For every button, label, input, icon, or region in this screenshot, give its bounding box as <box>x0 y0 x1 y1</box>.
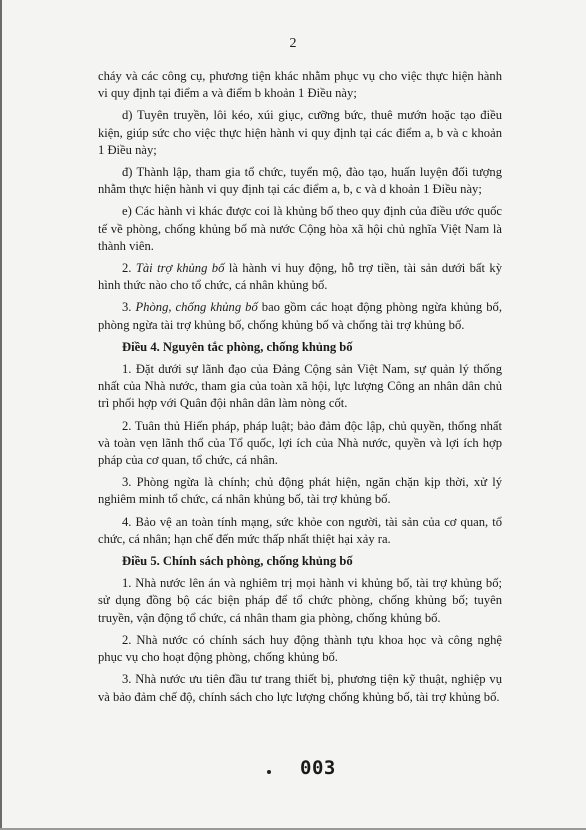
paragraph: e) Các hành vi khác được coi là khủng bố theo quy định của điều ước quốc tế về phòng, chống khủng bố mà nước Cộng hòa xã hội chủ nghĩa Việt Nam là thành viên. <box>98 204 502 253</box>
defined-term: Phòng, chống khủng bố <box>135 300 258 315</box>
page-stamp: 003 <box>300 757 336 779</box>
paragraph: đ) Thành lập, tham gia tổ chức, tuyển mộ, đào tạo, huấn luyện đối tượng nhằm thực hiện hành vi quy định tại các điểm a, b, c và d khoản 1 Điều này; <box>98 165 502 197</box>
article-heading: Điều 4. Nguyên tắc phòng, chống khủng bố <box>122 339 353 354</box>
paragraph <box>98 299 502 333</box>
paragraph: 2. Tuân thủ Hiến pháp, pháp luật; bảo đảm độc lập, chủ quyền, thống nhất và toàn vẹn lãnh thổ của Tổ quốc, lợi ích của Nhà nước, quyền và lợi ích hợp pháp của cơ quan, tổ chức, cá nhân. <box>98 418 502 468</box>
paragraph: 3. Phòng ngừa là chính; chủ động phát hiện, ngăn chặn kịp thời, xử lý nghiêm minh tổ chức, cá nhân khủng bố, tài trợ khủng bố. <box>98 475 502 507</box>
paragraph: 1. Đặt dưới sự lãnh đạo của Đảng Cộng sản Việt Nam, sự quản lý thống nhất của Nhà nước, tham gia của toàn xã hội, lực lượng Công an nhân dân chủ trì phối hợp với Quân đội nhân dân làm nòng cốt. <box>98 362 502 411</box>
page-number: 2 <box>289 36 297 51</box>
article-heading: Điều 5. Chính sách phòng, chống khủng bố <box>122 554 353 569</box>
paragraph-number: 3. <box>122 300 136 315</box>
paragraph-number: 2. <box>122 261 136 276</box>
paragraph: 1. Nhà nước lên án và nghiêm trị mọi hành vi khủng bố, tài trợ khủng bố; sử dụng đồng bộ các biện pháp để tổ chức phòng, chống khủng bố; tuyên truyền, vận động tổ chức, cá nhân tham gia phòng, chống khủng bố. <box>98 576 502 625</box>
document-body <box>98 68 502 711</box>
paragraph: 4. Bảo vệ an toàn tính mạng, sức khỏe con người, tài sản của cơ quan, tổ chức, cá nhân; hạn chế đến mức thấp nhất thiệt hại xảy ra. <box>98 514 502 546</box>
page-left-edge <box>0 0 2 830</box>
paragraph-text: là hành vi huy động, hỗ trợ tiền, tài sản dưới bất kỳ hình thức nào cho tổ chức, cá nhân khủng bố. <box>98 261 502 293</box>
paragraph-text: bao gồm các hoạt động phòng ngừa khủng bố, phòng ngừa tài trợ khủng bố, chống khủng bố và chống tài trợ khủng bố. <box>98 300 502 332</box>
defined-term: Tài trợ khủng bố <box>135 261 225 276</box>
paragraph: 3. Nhà nước ưu tiên đầu tư trang thiết bị, phương tiện kỹ thuật, nghiệp vụ và bảo đảm chế độ, chính sách cho lực lượng chống khủng bố, tài trợ khủng bố. <box>98 672 502 704</box>
continued-paragraph: cháy và các công cụ, phương tiện khác nhằm phục vụ cho việc thực hiện hành vi quy định tại điểm a và điểm b khoản 1 Điều này; <box>98 69 502 101</box>
paragraph: 2. Nhà nước có chính sách huy động thành tựu khoa học và công nghệ phục vụ cho hoạt động phòng, chống khủng bố. <box>98 632 502 665</box>
paragraph: d) Tuyên truyền, lôi kéo, xúi giục, cưỡng bức, thuê mướn hoặc tạo điều kiện, giúp sức cho việc thực hiện hành vi quy định tại các điểm a, b và c khoản 1 Điều này; <box>98 108 502 157</box>
paragraph <box>98 260 502 294</box>
footer-dot <box>267 770 271 774</box>
